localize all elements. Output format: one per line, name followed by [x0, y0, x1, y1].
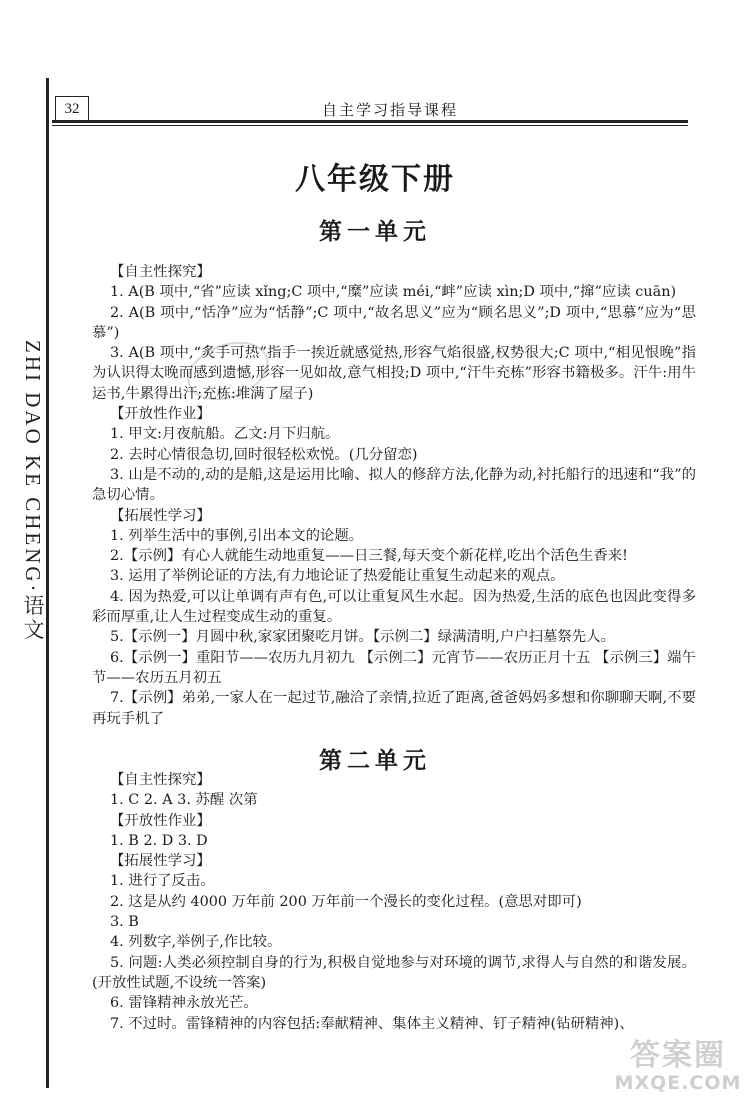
- answer-item: 3. 运用了举例论证的方法,有力地论证了热爱能让重复生动起来的观点。: [110, 568, 565, 585]
- unit-content: [92, 770, 696, 1034]
- unit-content: [92, 262, 696, 729]
- answer-item: 1. B 2. D 3. D: [110, 832, 208, 849]
- section-heading: 【拓展性学习】: [110, 507, 211, 524]
- answer-item: 7.【示例】弟弟,一家人在一起过节,融洽了亲情,拉近了距离,爸爸妈妈多想和你聊聊天啊,不要再玩手机了: [92, 690, 696, 727]
- section-heading: 【开放性作业】: [110, 812, 211, 829]
- answer-item: 6.【示例一】重阳节——农历九月初九 【示例二】元宵节——农历正月十五 【示例三】端午节——农历五月初五: [92, 649, 696, 686]
- answer-item: 1. 列举生活中的事例,引出本文的论题。: [110, 527, 364, 544]
- running-header-title: 自主学习指导课程: [321, 101, 458, 119]
- answer-item: 4. 列数字,举例子,作比较。: [110, 934, 282, 951]
- answer-item: 7. 不过时。雷锋精神的内容包括:奉献精神、集体主义精神、钉子精神(钻研精神)、: [110, 1015, 634, 1032]
- watermark-logo: [612, 1040, 744, 1094]
- vertical-side-text: ZHI DAO KE CHENG·语文: [21, 340, 45, 643]
- answer-item: 4. 因为热爱,可以让单调有声有色,可以让重复风生水起。因为热爱,生活的底色也因此变得多彩而厚重,让人生过程变成生动的重复。: [92, 588, 696, 626]
- answer-item: 3. A(B 项中,“炙手可热”指手一挨近就感觉热,形容气焰很盛,权势很大;C 项中,“相见恨晚”指为认识得太晚而感到遗憾,形容一见如故,意气相投;D 项中,“汗牛充栋”形容书籍极多。汗牛:用牛运书,牛累得出汗;充栋:堆满了屋子): [92, 345, 696, 402]
- book-title: 八年级下册: [295, 162, 455, 197]
- answer-item: 2. 这是从约 4000 万年前 200 万年前一个漫长的变化过程。(意思对即可): [110, 893, 582, 910]
- answer-item: 2. 去时心情很急切,回时很轻松欢悦。(几分留恋): [110, 446, 418, 463]
- answer-item: 3. 山是不动的,动的是船,这是运用比喻、拟人的修辞方法,化静为动,衬托船行的迅速和“我”的急切心情。: [92, 466, 696, 504]
- unit-title: 第一单元: [319, 219, 431, 245]
- header-rule: [52, 120, 688, 123]
- section-heading: 【开放性作业】: [110, 406, 211, 423]
- answer-item: 6. 雷锋精神永放光芒。: [110, 995, 258, 1012]
- unit-title: 第二单元: [319, 748, 431, 774]
- answer-item: 3. B: [110, 914, 139, 931]
- answer-item: 2.【示例】有心人就能生动地重复——日三餐,每天变个新花样,吃出个活色生香来!: [110, 548, 628, 565]
- watermark-top: 答案圈: [630, 1038, 726, 1073]
- answer-item: 1. C 2. A 3. 苏醒 次第: [110, 792, 258, 809]
- header-rule-thin: [52, 125, 688, 126]
- answer-item: 1. 甲文:月夜航船。乙文:月下归航。: [110, 426, 340, 443]
- answer-item: 1. 进行了反击。: [110, 873, 215, 890]
- section-heading: 【自主性探究】: [110, 264, 211, 280]
- answer-item: 5. 问题:人类必须控制自身的行为,积极自觉地参与对环境的调节,求得人与自然的和谐发展。(开放性试题,不设统一答案): [92, 954, 696, 991]
- page-number: 32: [55, 96, 89, 122]
- answer-item: 2. A(B 项中,“恬净”应为“恬静”;C 项中,“故名思义”应为“顾名思义”;D 项中,“思慕”应为“思慕”): [92, 304, 696, 341]
- watermark-bottom: MXQE.COM: [614, 1072, 742, 1094]
- answer-item: 5.【示例一】月圆中秋,家家团聚吃月饼。【示例二】绿满清明,户户扫墓祭先人。: [110, 629, 615, 646]
- section-heading: 【拓展性学习】: [110, 853, 211, 870]
- answer-item: 1. A(B 项中,“省”应读 xǐng;C 项中,“糜”应读 méi,“衅”应读 xìn;D 项中,“撺”应读 cuān): [110, 284, 677, 301]
- section-heading: 【自主性探究】: [110, 772, 211, 788]
